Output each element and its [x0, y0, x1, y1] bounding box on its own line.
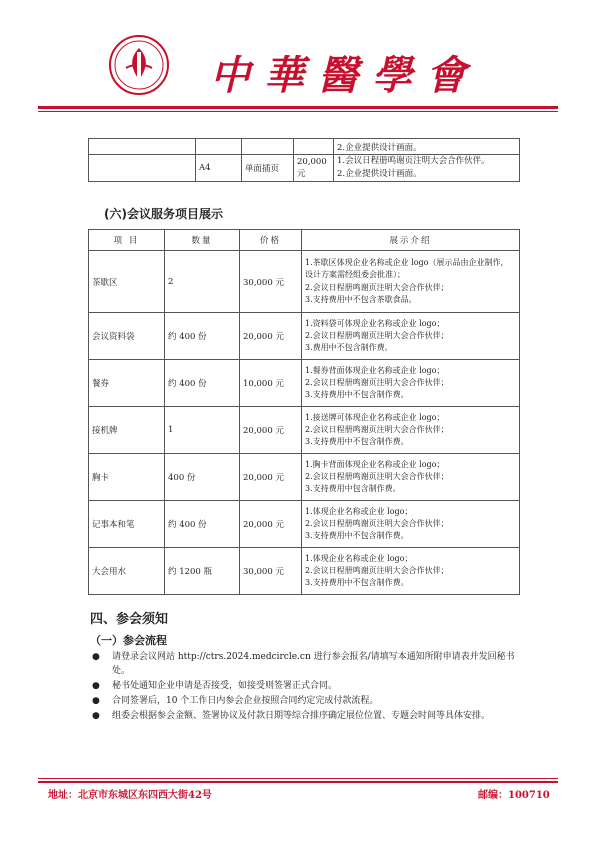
list-item: ● 秘书处通知企业申请是否接受，如接受则签署正式合同。 — [92, 681, 338, 691]
table-row — [89, 139, 520, 155]
table-row — [89, 501, 520, 548]
letterhead — [0, 0, 596, 120]
type-cell: 单面插页 — [242, 155, 294, 182]
desc-cell: 2.企业提供设计画面。 — [334, 139, 520, 155]
qty-cell: 1 — [165, 407, 240, 454]
col-header: 数量 — [165, 230, 240, 251]
table-header-row — [89, 230, 520, 251]
desc-cell: 1.会议日程册鸣谢页注明大会合作伙伴。 2.企业提供设计画面。 — [334, 155, 520, 182]
col-header: 展示介绍 — [302, 230, 520, 251]
bullet-icon: ● — [92, 652, 100, 662]
item-cell: 胸卡 — [89, 454, 165, 501]
qty-cell: 约 1200 瓶 — [165, 548, 240, 595]
header-rule-thin — [38, 111, 558, 112]
table-row — [89, 454, 520, 501]
footer-postcode: 邮编：100710 — [478, 790, 550, 801]
bullet-icon: ● — [92, 681, 100, 691]
price-cell: 10,000 元 — [240, 360, 302, 407]
footer-address: 地址：北京市东城区东四西大街42号 — [48, 790, 212, 801]
table-row — [89, 360, 520, 407]
table-row — [89, 407, 520, 454]
brand-title: 中華醫學會 — [210, 52, 480, 99]
table-row — [89, 548, 520, 595]
society-emblem-icon — [108, 34, 170, 96]
item-cell: 记事本和笔 — [89, 501, 165, 548]
bullet-icon: ● — [92, 711, 100, 721]
size-cell — [196, 139, 242, 155]
table-row — [89, 251, 520, 313]
services-table — [88, 229, 520, 595]
price-cell: 20,000 元 — [240, 501, 302, 548]
desc-cell: 1.体现企业名称或企业 logo； 2.会议日程册鸣谢页注明大会合作伙伴； 3.支持费用中不包含制作费。 — [302, 548, 520, 595]
desc-cell: 1.资料袋可体现企业名称或企业 logo； 2.会议日程册鸣谢页注明大会合作伙伴； 3.费用中不包含制作费。 — [302, 313, 520, 360]
list-item: ● 组委会根据参会金额、签署协议及付款日期等综合排序确定展位位置、专题会时间等具体安排。 — [92, 711, 491, 721]
price-cell: 20,000 元 — [240, 313, 302, 360]
qty-cell: 约 400 份 — [165, 501, 240, 548]
desc-cell: 1.胸卡背面体现企业名称或企业 logo； 2.会议日程册鸣谢页注明大会合作伙伴； 3.支持费用中包含制作费。 — [302, 454, 520, 501]
table-row — [89, 155, 520, 182]
footer-rule-thin — [38, 778, 558, 779]
price-cell: 20,000 元 — [240, 454, 302, 501]
price-cell: 20,000 元 — [294, 155, 334, 182]
col-header: 项 目 — [89, 230, 165, 251]
item-cell: 茶歇区 — [89, 251, 165, 313]
price-cell: 20,000 元 — [240, 407, 302, 454]
col-header: 价格 — [240, 230, 302, 251]
qty-cell: 2 — [165, 251, 240, 313]
desc-cell: 1.茶歇区体现企业名称或企业 logo（展示品由企业制作，设计方案需经组委会批准）； 2.会议日程册鸣谢页注明大会合作伙伴； 3.支持费用中不包含茶歇食品。 — [302, 251, 520, 313]
qty-cell: 400 份 — [165, 454, 240, 501]
bullet-icon: ● — [92, 696, 100, 706]
item-cell: 餐券 — [89, 360, 165, 407]
process-list — [88, 650, 518, 724]
section-heading: 四、参会须知 — [90, 612, 169, 627]
qty-cell: 约 400 份 — [165, 313, 240, 360]
price-cell — [294, 139, 334, 155]
type-cell — [242, 139, 294, 155]
list-item: ● 请登录会议网站 http://ctrs.2024.medcircle.cn 进行参会报名/请填写本通知所附申请表并发回秘书处。 — [92, 652, 515, 676]
desc-cell: 1.餐券背面体现企业名称或企业 logo； 2.会议日程册鸣谢页注明大会合作伙伴； 3.支持费用中不包含制作费。 — [302, 360, 520, 407]
list-item: ● 合同签署后，10 个工作日内参会企业按照合同约定完成付款流程。 — [92, 696, 379, 706]
table-row — [89, 313, 520, 360]
top-table — [88, 138, 520, 182]
size-cell: A4 — [196, 155, 242, 182]
item-cell: 接机牌 — [89, 407, 165, 454]
footer-rule — [38, 781, 558, 783]
qty-cell: 约 400 份 — [165, 360, 240, 407]
price-cell: 30,000 元 — [240, 548, 302, 595]
subsection-heading: （一）参会流程 — [90, 634, 167, 647]
desc-cell: 1.接送牌可体现企业名称或企业 logo； 2.会议日程册鸣谢页注明大会合作伙伴； 3.支持费用中不包含制作费。 — [302, 407, 520, 454]
desc-cell: 1.体现企业名称或企业 logo； 2.会议日程册鸣谢页注明大会合作伙伴； 3.支持费用中不包含制作费。 — [302, 501, 520, 548]
item-cell: 大会用水 — [89, 548, 165, 595]
price-cell: 30,000 元 — [240, 251, 302, 313]
item-cell: 会议资料袋 — [89, 313, 165, 360]
header-rule — [38, 106, 558, 109]
section-title: (六)会议服务项目展示 — [104, 207, 223, 221]
